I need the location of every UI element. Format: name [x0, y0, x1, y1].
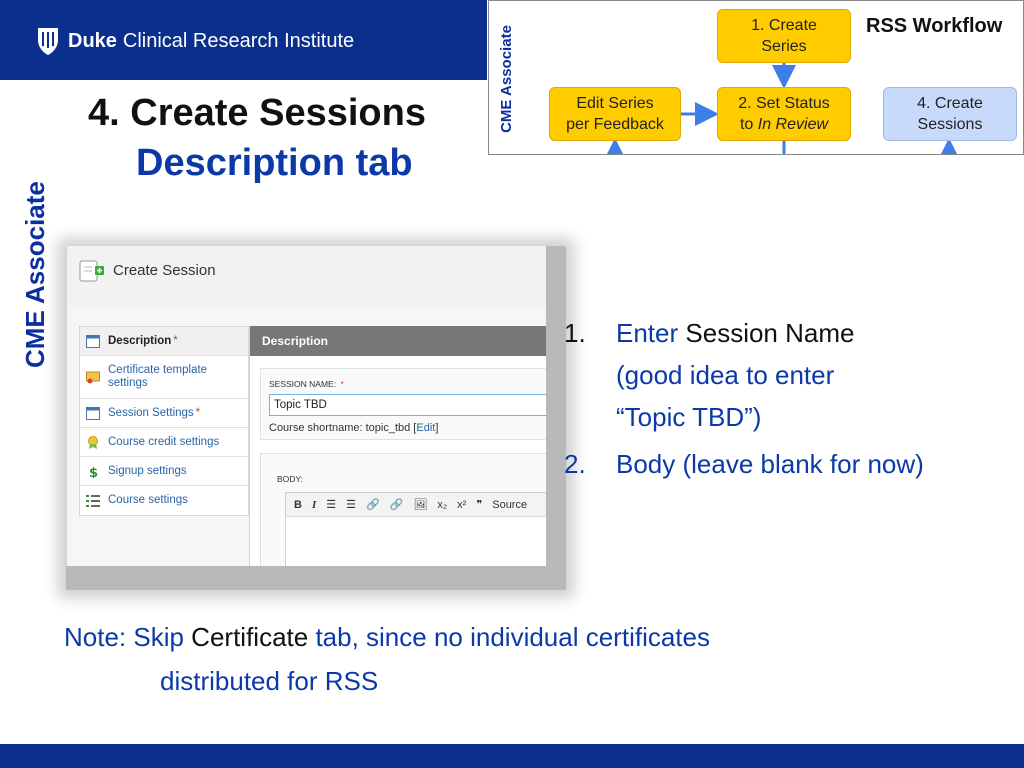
session-name-text: Session Name [685, 318, 855, 348]
session-name-input[interactable]: Topic TBD [269, 394, 546, 416]
duke-shield-icon [36, 26, 60, 56]
award-icon [86, 436, 100, 449]
blockquote-button[interactable]: ❞ [476, 499, 483, 511]
edit-line1: Edit Series [576, 95, 654, 112]
logo-duke-text: Duke [68, 29, 117, 52]
svg-text:$: $ [89, 465, 99, 478]
session-name-label: SESSION NAME: * [269, 379, 344, 389]
note-line2: distributed for RSS [160, 666, 379, 696]
editor-toolbar [286, 493, 546, 517]
header-band [0, 0, 487, 80]
create-session-header [67, 246, 546, 306]
body-label: BODY: [277, 474, 303, 484]
workflow-diagram [488, 0, 1024, 155]
step1-line1: 1. Create [751, 17, 817, 34]
duke-logo [36, 26, 354, 56]
tab-label: Session Settings * [108, 406, 201, 419]
page-subtitle: Description tab [136, 142, 413, 184]
bold-button[interactable]: B [294, 498, 302, 511]
step1-line2: Series [761, 38, 807, 55]
step2-line2: to In Review [739, 116, 829, 133]
bullet-list-button[interactable]: ☰ [326, 499, 337, 511]
side-label: CME Associate [20, 181, 50, 368]
tab-label: Signup settings [108, 464, 187, 477]
tab-course-settings[interactable] [80, 486, 248, 515]
certificate-text: Certificate [191, 622, 309, 652]
body-editor[interactable] [285, 492, 546, 566]
step4-line2: Sessions [917, 116, 983, 133]
workflow-step-edit-series [549, 87, 681, 141]
workflow-step-set-status [717, 87, 851, 141]
unlink-button[interactable]: 🔗 [389, 499, 404, 511]
instruction-2: 2. Body (leave blank for now) [564, 449, 924, 479]
image-button[interactable]: 🖼 [413, 499, 428, 511]
tab-label: Certificate template settings [108, 364, 208, 389]
tab-course-credit[interactable] [80, 428, 248, 457]
body-section [260, 453, 546, 566]
session-name-section [260, 368, 546, 440]
new-document-icon [79, 260, 105, 282]
create-session-screenshot [66, 246, 546, 566]
window-icon [86, 407, 100, 420]
tab-certificate-template[interactable] [80, 356, 248, 399]
note: Note: Skip Certificate tab, since no individual certificates [64, 622, 710, 652]
instruction-1-line2: (good idea to enter [616, 360, 835, 390]
workflow-step-create-sessions [883, 87, 1017, 141]
certificate-icon [86, 371, 100, 384]
window-icon [86, 335, 100, 348]
tab-label: Course credit settings [108, 435, 220, 448]
superscript-button[interactable]: x² [457, 498, 467, 511]
instruction-1: 1. Enter Session Name [564, 318, 855, 348]
tab-signup[interactable] [80, 457, 248, 486]
workflow-side-label: CME Associate [498, 25, 515, 133]
shortname-edit-link[interactable]: Edit [416, 422, 436, 434]
settings-tab-list [79, 326, 249, 516]
italic-button[interactable]: I [311, 498, 317, 511]
source-button[interactable]: Source [492, 498, 528, 511]
description-panel [249, 326, 546, 566]
create-session-body [67, 306, 546, 566]
create-session-title: Create Session [113, 262, 216, 279]
numbered-list-button[interactable]: ☰ [346, 499, 356, 511]
workflow-step-create-series [717, 9, 851, 63]
link-button[interactable]: 🔗 [365, 499, 380, 511]
tab-label: Description * [108, 334, 178, 347]
footer-band [0, 744, 1024, 768]
subscript-button[interactable]: x₂ [437, 498, 448, 511]
list-icon [86, 494, 100, 507]
step2-line1: 2. Set Status [738, 95, 830, 112]
description-panel-header: Description [250, 326, 546, 356]
instruction-1-line3: “Topic TBD”) [616, 402, 762, 432]
logo-institute-text: Clinical Research Institute [122, 29, 355, 52]
edit-line2: per Feedback [566, 116, 664, 133]
workflow-title: RSS Workflow [866, 15, 1003, 37]
page-title: 4. Create Sessions [88, 92, 426, 134]
dollar-icon [86, 465, 100, 478]
tab-description[interactable] [80, 327, 248, 356]
step4-line1: 4. Create [917, 95, 983, 112]
step2-in-review: In Review [757, 116, 829, 133]
tab-label: Course settings [108, 494, 188, 506]
tab-session-settings[interactable] [80, 399, 248, 428]
course-shortname: Course shortname: topic_tbd [Edit] [269, 422, 439, 434]
